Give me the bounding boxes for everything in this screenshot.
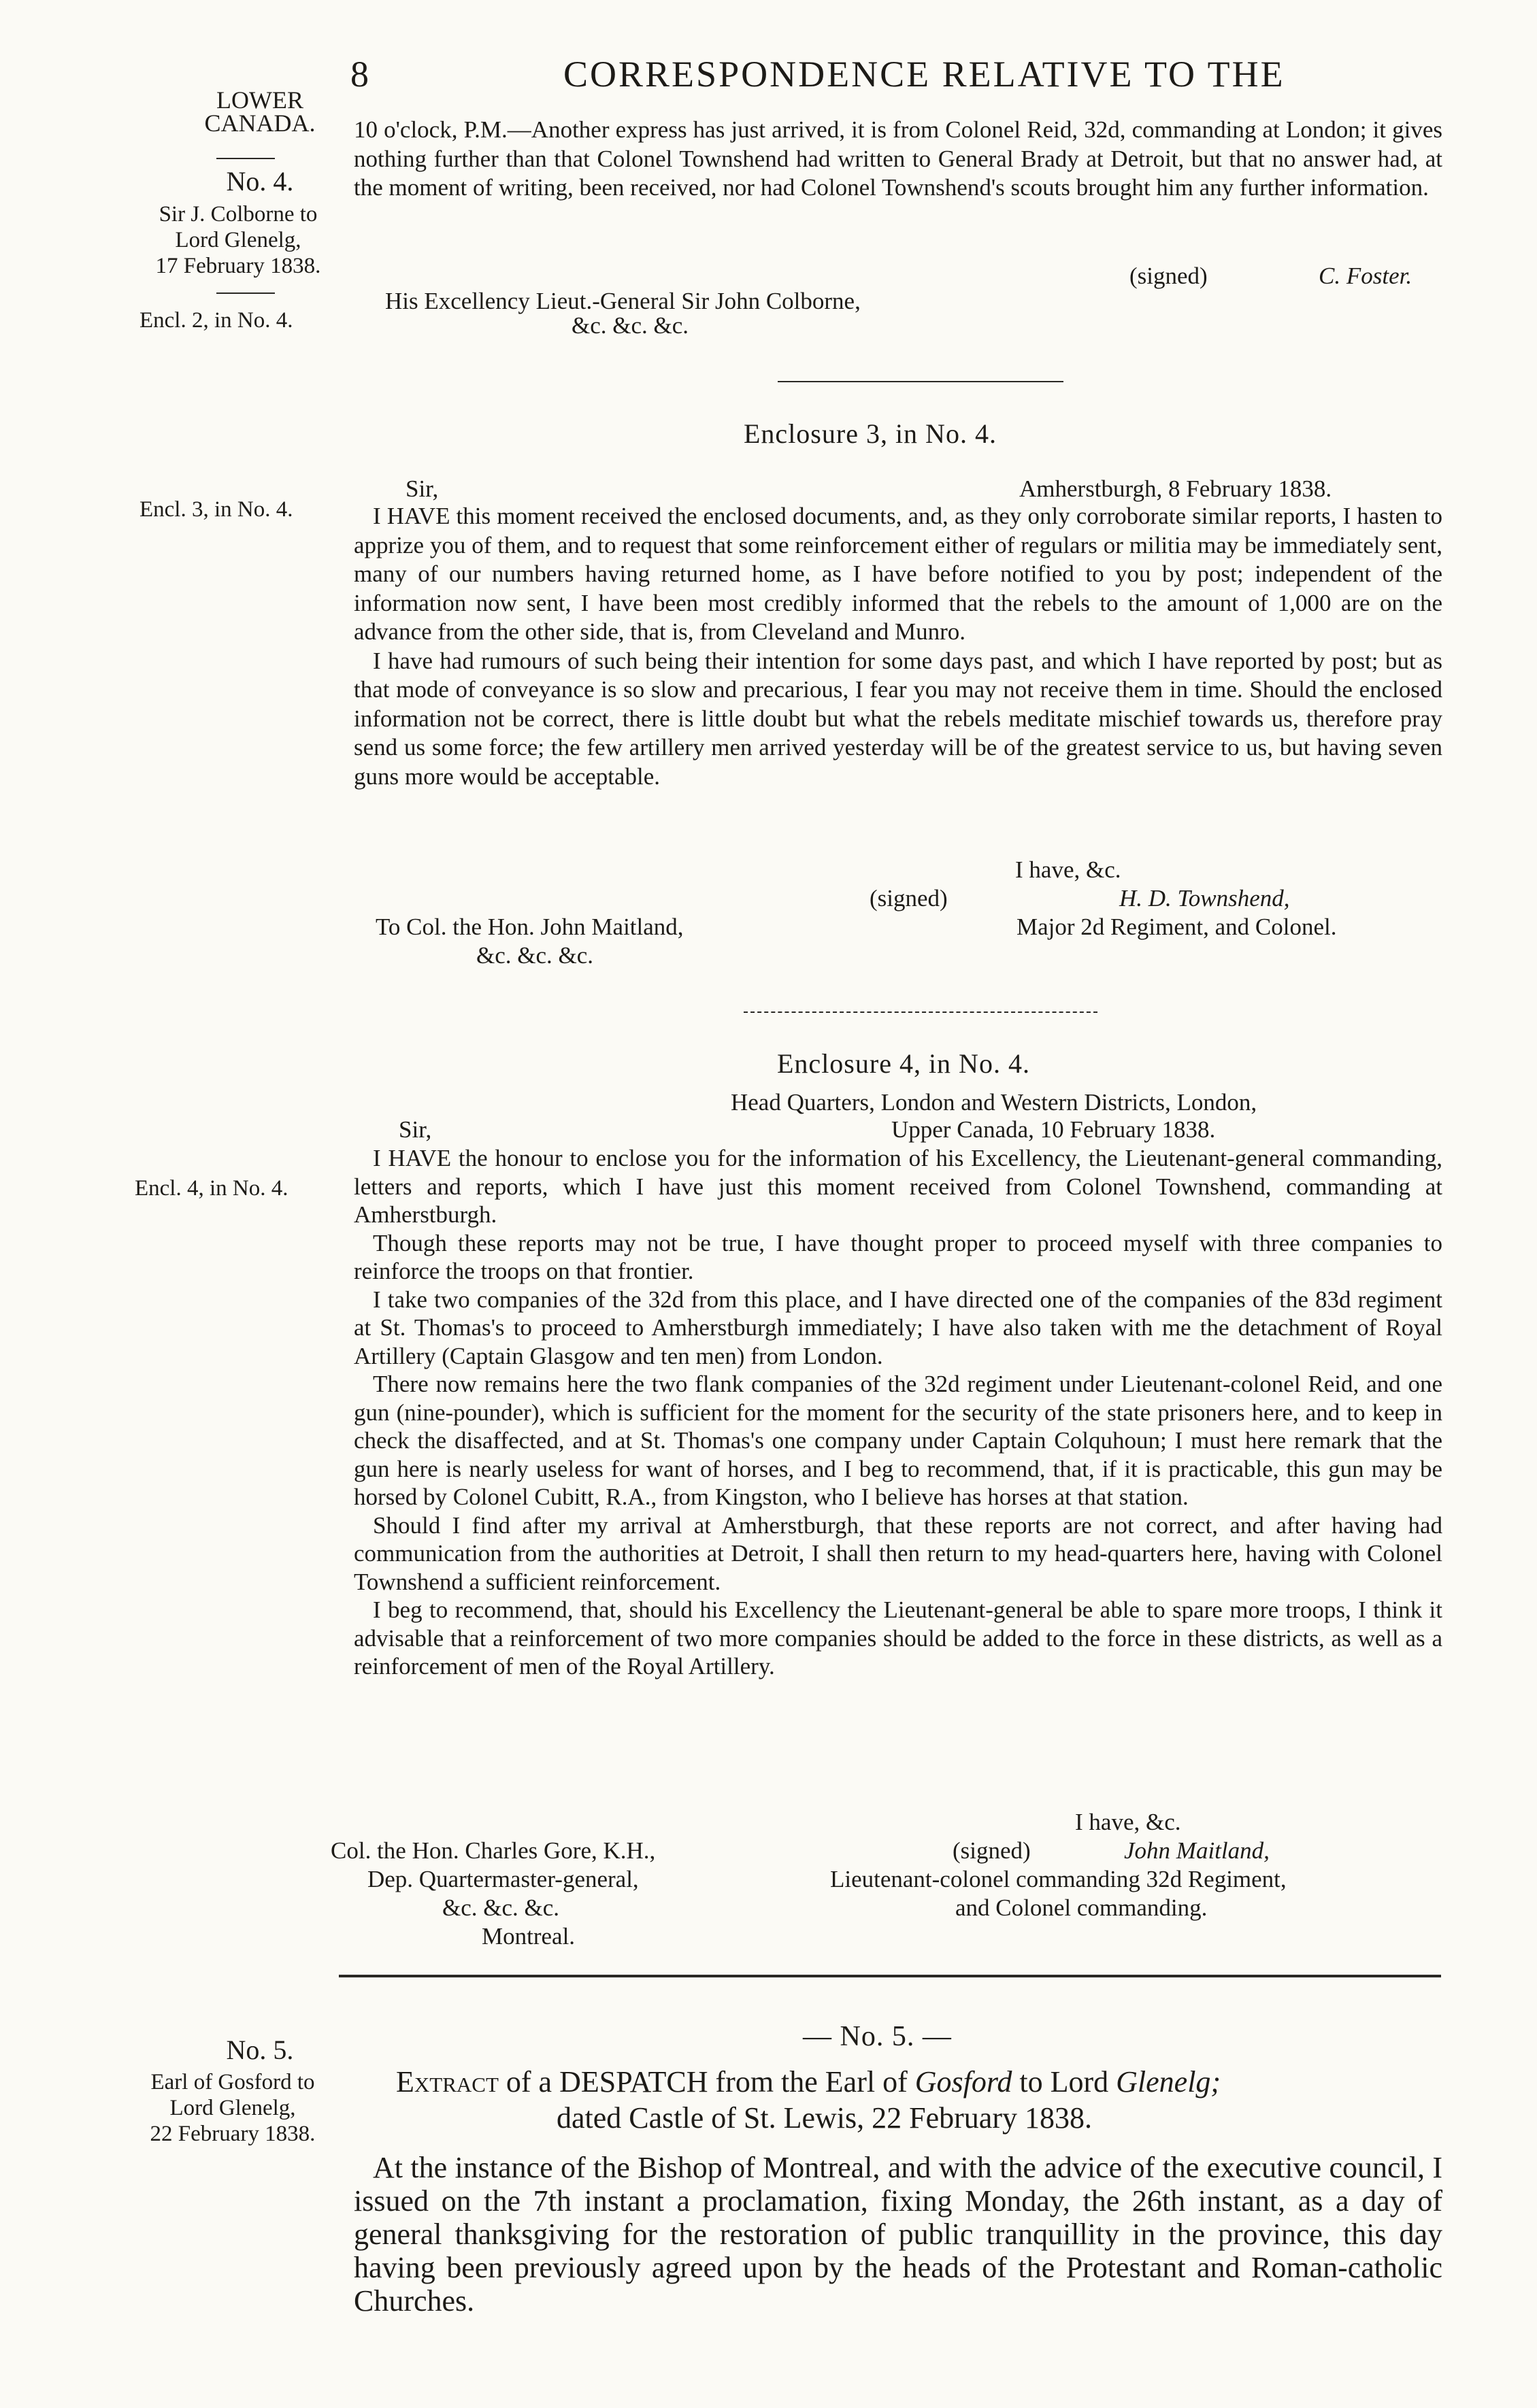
encl2-body <box>354 116 1442 203</box>
encl4-paragraph-3: I take two companies of the 32d from this place, and I have directed one of the companies of the 83d regiment at St. Thomas's to proceed to Amherstburgh immediately; I have also taken with me the detachment of Royal Artillery (Captain Glasgow and ten men) from London. <box>354 1286 1442 1369</box>
encl2-signature: C. Foster. <box>1319 263 1412 289</box>
encl2-addressee-1: His Excellency Lieut.-General Sir John Colborne, <box>385 288 861 314</box>
encl3-paragraph-2: I have had rumours of such being their intention for some days past, and which I have reported by post; but as that mode of conveyance is so slow and precarious, I fear you may not receive them in time. Should the enclosed information not be correct, there is little doubt but what the rebels meditate mischief towards us, therefore pray send us some force; the few artillery men arrived yesterday will be of the greatest service to us, but having seven guns more would be acceptable. <box>354 647 1442 790</box>
encl4-paragraph-5: Should I find after my arrival at Amherstburgh, that these reports are not correct, and after having had communication from the authorities at Detroit, I shall then return to my head-quarters here, having with Colonel Townshend a sufficient reinforcement. <box>354 1511 1442 1595</box>
encl3-place-date: Amherstburgh, 8 February 1838. <box>1019 475 1332 502</box>
encl4-addressee-1: Col. the Hon. Charles Gore, K.H., <box>331 1837 656 1864</box>
encl4-closing: I have, &c. <box>1075 1809 1181 1835</box>
encl4-signed: (signed) <box>953 1837 1031 1864</box>
margin-doc4-line-2: Lord Glenelg, <box>175 228 301 252</box>
encl3-salutation: Sir, <box>406 475 439 502</box>
encl4-addressee-2: Dep. Quartermaster-general, <box>367 1866 639 1892</box>
no5-extract-word: Extract <box>396 2065 499 2098</box>
encl3-body <box>354 502 1442 791</box>
encl3-signature: H. D. Townshend, <box>1119 885 1290 912</box>
encl4-paragraph-4: There now remains here the two flank companies of the 32d regiment under Lieutenant-colonel Reid, and one gun (nine-pounder), which is sufficient for the moment for the security of the state prisoners here, and to keep in check the disaffected, and at St. Thomas's one company under Captain Colquhoun; I must here remark that the gun here is nearly useless for want of horses, and I beg to recommend, that, if it is practicable, this gun may be horsed by Colonel Cubitt, R.A., from Kingston, who I believe has horses at that station. <box>354 1371 1442 1510</box>
encl4-addressee-4: Montreal. <box>482 1923 576 1950</box>
encl4-rank-2: and Colonel commanding. <box>955 1894 1208 1921</box>
no5-to-text: to Lord <box>1019 2065 1109 2098</box>
encl4-heading: Enclosure 4, in No. 4. <box>777 1048 1030 1079</box>
margin-doc4-line-1: Sir J. Colborne to <box>159 202 318 227</box>
encl3-rank: Major 2d Regiment, and Colonel. <box>1017 914 1337 940</box>
encl3-addressee-1: To Col. the Hon. John Maitland, <box>376 914 684 940</box>
encl3-signed: (signed) <box>870 885 948 912</box>
encl4-body <box>354 1144 1442 1681</box>
encl4-signature: John Maitland, <box>1124 1837 1270 1864</box>
encl4-place-date: Upper Canada, 10 February 1838. <box>891 1116 1216 1143</box>
no5-dated: dated Castle of St. Lewis, 22 February 1838. <box>557 2101 1092 2135</box>
encl4-paragraph-6: I beg to recommend, that, should his Excellency the Lieutenant-general be able to spare more troops, I think it advisable that a reinforcement of two more companies should be added to the force in these districts, as well as a reinforcement of men of the Royal Artillery. <box>354 1596 1442 1679</box>
no5-title-text: of a DESPATCH from the Earl of <box>506 2065 908 2098</box>
encl4-paragraph-1: I HAVE the honour to enclose you for the information of his Excellency, the Lieutenant-general commanding, letters and reports, which I have just this moment received from Colonel Townshend, commanding at Amherstburgh. <box>354 1145 1442 1228</box>
section-rule <box>339 1975 1441 1977</box>
no5-from-name: Gosford <box>914 2065 1012 2098</box>
encl4-paragraph-2: Though these reports may not be true, I have thought proper to proceed myself with three companies to reinforce the troops on that frontier. <box>354 1229 1442 1284</box>
encl4-place: Head Quarters, London and Western Districts, London, <box>731 1089 1257 1116</box>
margin-doc5-line-3: 22 February 1838. <box>150 2122 316 2146</box>
margin-doc4-number: No. 4. <box>226 166 294 197</box>
no5-body <box>354 2151 1442 2318</box>
margin-encl3: Encl. 3, in No. 4. <box>139 497 293 522</box>
encl2-addressee-2: &c. &c. &c. <box>572 312 689 339</box>
encl3-closing: I have, &c. <box>1015 856 1121 883</box>
encl2-signed: (signed) <box>1129 263 1208 289</box>
encl4-rank-1: Lieutenant-colonel commanding 32d Regiment, <box>830 1866 1287 1892</box>
encl2-paragraph: 10 o'clock, P.M.—Another express has just arrived, it is from Colonel Reid, 32d, commanding at London; it gives nothing further than that Colonel Townshend had written to General Brady at Detroit, but that no answer had, at the moment of writing, been received, nor had Colonel Townshend's scouts brought him any further information. <box>354 116 1442 201</box>
margin-region <box>178 87 342 136</box>
margin-encl2: Encl. 2, in No. 4. <box>139 308 293 333</box>
encl3-addressee-2: &c. &c. &c. <box>476 942 594 969</box>
margin-rule <box>216 158 275 159</box>
margin-rule <box>216 292 275 294</box>
margin-doc4-route <box>116 201 361 279</box>
margin-doc5-route <box>103 2069 362 2147</box>
margin-doc5-line-1: Earl of Gosford to <box>150 2070 315 2094</box>
section-divider <box>744 1011 1097 1013</box>
margin-doc5-line-2: Lord Glenelg, <box>169 2096 296 2120</box>
page-number: 8 <box>350 54 369 95</box>
no5-to-name: Glenelg; <box>1116 2065 1221 2098</box>
encl4-addressee-3: &c. &c. &c. <box>442 1894 560 1921</box>
no5-heading: — No. 5. — <box>803 2021 952 2052</box>
running-title: CORRESPONDENCE RELATIVE TO THE <box>563 54 1285 95</box>
margin-encl4: Encl. 4, in No. 4. <box>135 1176 288 1201</box>
margin-doc4-line-3: 17 February 1838. <box>155 254 321 278</box>
section-divider <box>778 381 1063 382</box>
encl4-salutation: Sir, <box>399 1116 432 1143</box>
encl3-heading: Enclosure 3, in No. 4. <box>744 418 997 449</box>
no5-title <box>396 2064 1221 2100</box>
margin-doc5-number: No. 5. <box>226 2035 294 2065</box>
margin-region-line-2: CANADA. <box>204 110 316 137</box>
no5-paragraph: At the instance of the Bishop of Montreal, and with the advice of the executive council, I issued on the 7th instant a proclamation, fixing Monday, the 26th instant, as a day of general thanksgiving for the restoration of public tranquillity in the province, this day having been previously agreed upon by the heads of the Protestant and Roman-catholic Churches. <box>354 2151 1442 2318</box>
encl3-paragraph-1: I HAVE this moment received the enclosed documents, and, as they only corroborate similar reports, I hasten to apprize you of them, and to request that some reinforcement either of regulars or militia may be immediately sent, many of our numbers having returned home, as I have before notified to you by post; independent of the information now sent, I have been most credibly informed that the rebels to the amount of 1,000 are on the advance from the other side, that is, from Cleveland and Munro. <box>354 503 1442 645</box>
margin-region-line-1: LOWER <box>216 86 303 114</box>
